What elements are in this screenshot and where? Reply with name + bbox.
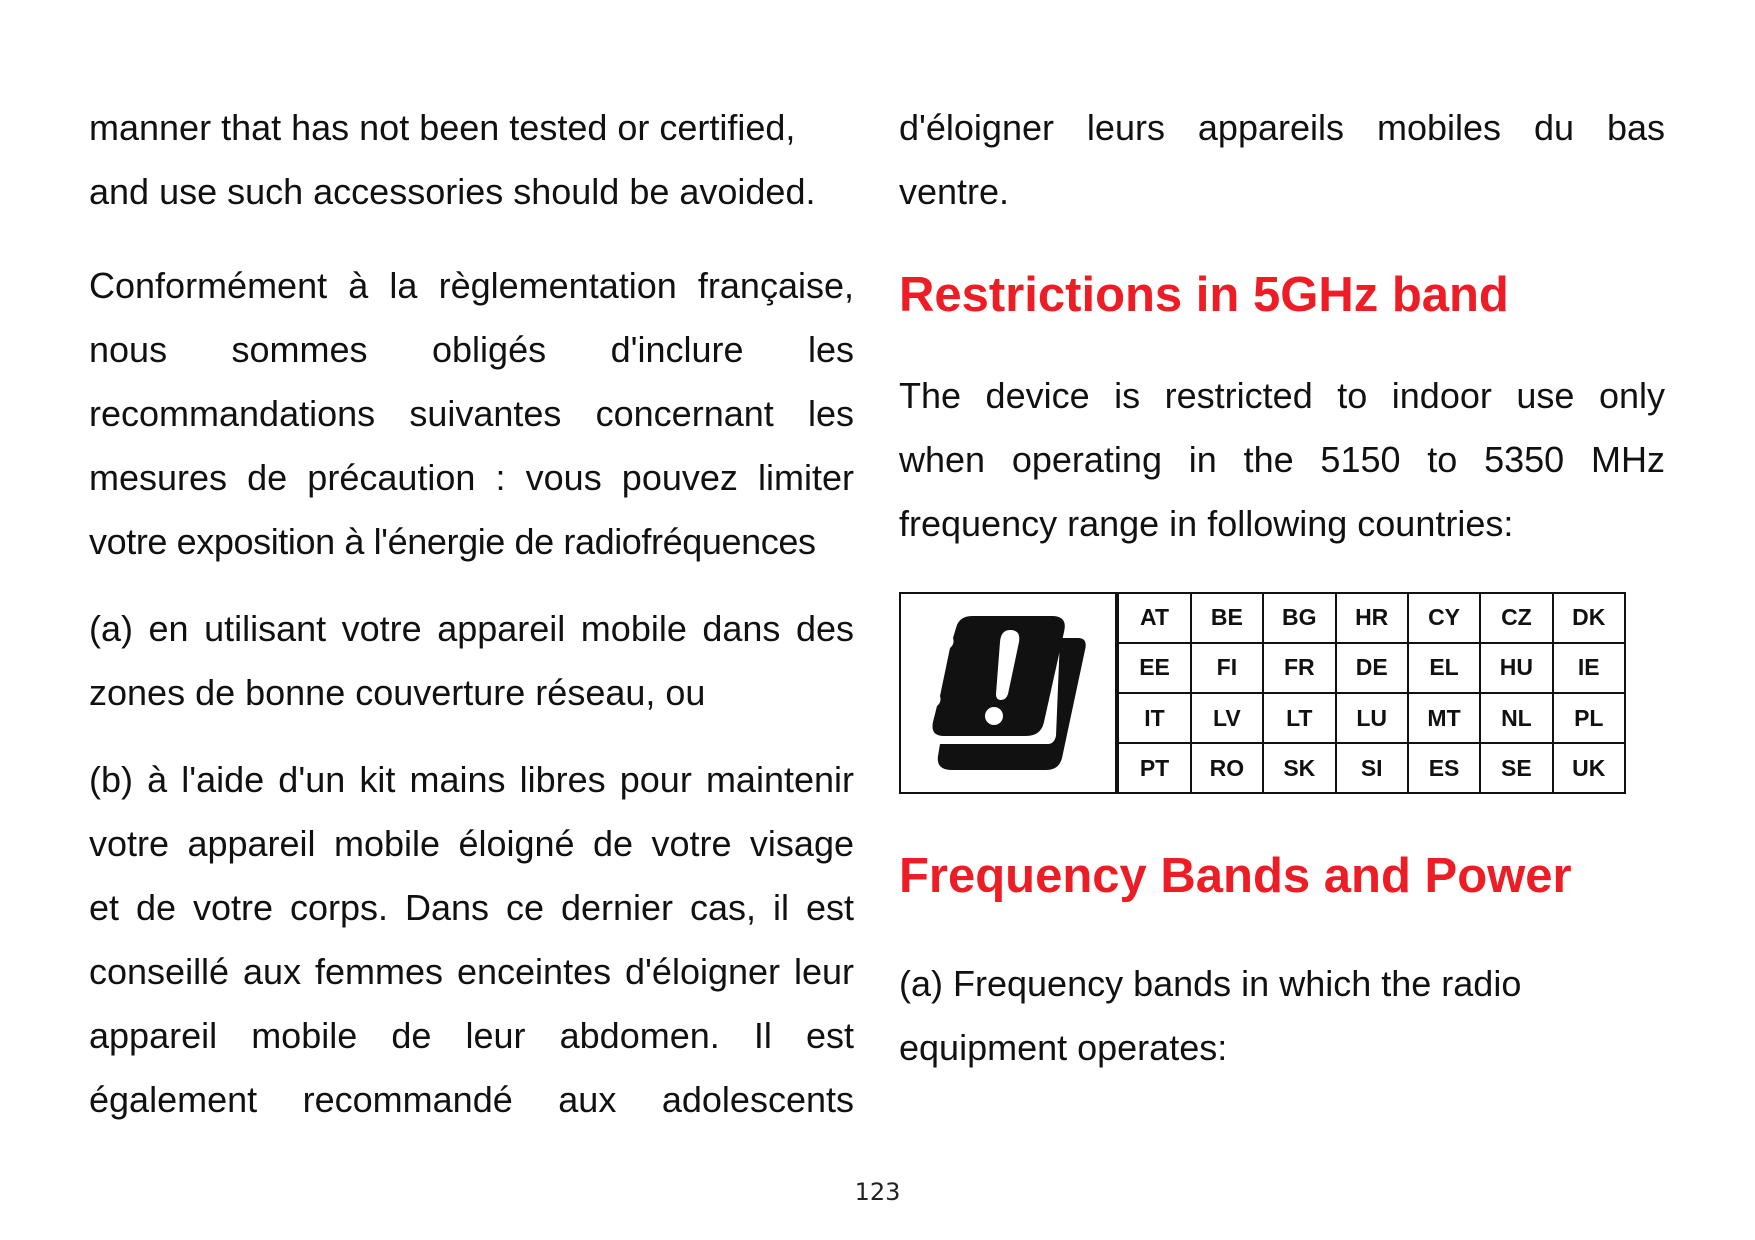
countries-table-row bbox=[1118, 693, 1624, 743]
countries-table-row bbox=[1118, 743, 1624, 792]
countries-table-row bbox=[1118, 594, 1624, 643]
page-number: 123 bbox=[854, 1178, 901, 1206]
country-code-cell: CY bbox=[1408, 594, 1480, 643]
country-code-cell: EL bbox=[1408, 643, 1480, 693]
country-code-cell: PT bbox=[1118, 743, 1190, 792]
country-code-cell: LU bbox=[1336, 693, 1408, 743]
paragraph-line: frequency range in following countries: bbox=[899, 503, 1514, 544]
countries-table-row bbox=[1118, 643, 1624, 693]
country-code-cell: HU bbox=[1480, 643, 1552, 693]
paragraph-line: mesures de précaution : vous pouvez limiter bbox=[89, 457, 854, 498]
paragraph-line: The device is restricted to indoor use only bbox=[899, 375, 1665, 416]
restricted-countries-notice bbox=[899, 592, 1626, 794]
paragraph-line: zones de bonne couverture réseau, ou bbox=[89, 672, 706, 713]
country-code-cell: CZ bbox=[1480, 594, 1552, 643]
paragraph-line: nous sommes obligés d'inclure les bbox=[89, 329, 854, 370]
country-code-cell: IT bbox=[1118, 693, 1190, 743]
paragraph-line: when operating in the 5150 to 5350 MHz bbox=[899, 439, 1665, 480]
country-code-cell: ES bbox=[1408, 743, 1480, 792]
country-code-cell: UK bbox=[1553, 743, 1624, 792]
paragraph-line: conseillé aux femmes enceintes d'éloigner leur bbox=[89, 951, 854, 992]
frequency-bands-heading: Frequency Bands and Power bbox=[899, 849, 1572, 903]
frequency-bands-paragraph bbox=[899, 952, 1665, 1080]
country-code-cell: NL bbox=[1480, 693, 1552, 743]
continued-text-line: ventre. bbox=[899, 171, 1010, 212]
countries-table bbox=[1117, 594, 1624, 792]
country-code-cell: RO bbox=[1191, 743, 1263, 792]
country-code-cell: IE bbox=[1553, 643, 1624, 693]
country-code-cell: SI bbox=[1336, 743, 1408, 792]
country-code-cell: FI bbox=[1191, 643, 1263, 693]
paragraph-line: (b) à l'aide d'un kit mains libres pour maintenir bbox=[89, 759, 854, 800]
paragraph-line: également recommandé aux adolescents bbox=[89, 1079, 854, 1120]
country-code-cell: LT bbox=[1263, 693, 1335, 743]
country-code-cell: DE bbox=[1336, 643, 1408, 693]
left-column bbox=[89, 96, 854, 1132]
paragraph-line: votre exposition à l'énergie de radiofréquences bbox=[89, 521, 816, 562]
icon-cell bbox=[901, 594, 1117, 792]
restrictions-paragraph bbox=[899, 364, 1665, 556]
paragraph-line: equipment operates: bbox=[899, 1027, 1228, 1068]
country-code-cell: EE bbox=[1118, 643, 1190, 693]
countries-table-body bbox=[1118, 594, 1624, 792]
paragraph-line: Conformément à la règlementation française, bbox=[89, 265, 854, 306]
country-code-cell: SK bbox=[1263, 743, 1335, 792]
country-code-cell: BE bbox=[1191, 594, 1263, 643]
country-code-cell: FR bbox=[1263, 643, 1335, 693]
country-code-cell: BG bbox=[1263, 594, 1335, 643]
continued-text-line: and use such accessories should be avoided. bbox=[89, 171, 816, 212]
right-column bbox=[899, 96, 1665, 1080]
paragraph-line: (a) en utilisant votre appareil mobile dans des bbox=[89, 608, 854, 649]
country-code-cell: LV bbox=[1191, 693, 1263, 743]
recommendation-b-paragraph bbox=[89, 748, 854, 1132]
country-code-cell: AT bbox=[1118, 594, 1190, 643]
paragraph-line: appareil mobile de leur abdomen. Il est bbox=[89, 1015, 854, 1056]
country-code-cell: PL bbox=[1553, 693, 1624, 743]
french-regulation-paragraph bbox=[89, 254, 854, 574]
paragraph-line: et de votre corps. Dans ce dernier cas, il est bbox=[89, 887, 854, 928]
country-code-cell: SE bbox=[1480, 743, 1552, 792]
restricted-use-warning-icon bbox=[922, 610, 1094, 776]
continued-text-line: manner that has not been tested or certified, bbox=[89, 107, 796, 148]
country-code-cell: MT bbox=[1408, 693, 1480, 743]
recommendation-a-paragraph bbox=[89, 597, 854, 725]
country-code-cell: DK bbox=[1553, 594, 1624, 643]
paragraph-line: (a) Frequency bands in which the radio bbox=[899, 963, 1522, 1004]
paragraph-line: votre appareil mobile éloigné de votre visage bbox=[89, 823, 854, 864]
paragraph-line: recommandations suivantes concernant les bbox=[89, 393, 854, 434]
restrictions-heading: Restrictions in 5GHz band bbox=[899, 268, 1509, 322]
continued-text-line: d'éloigner leurs appareils mobiles du bas bbox=[899, 107, 1665, 148]
country-code-cell: HR bbox=[1336, 594, 1408, 643]
